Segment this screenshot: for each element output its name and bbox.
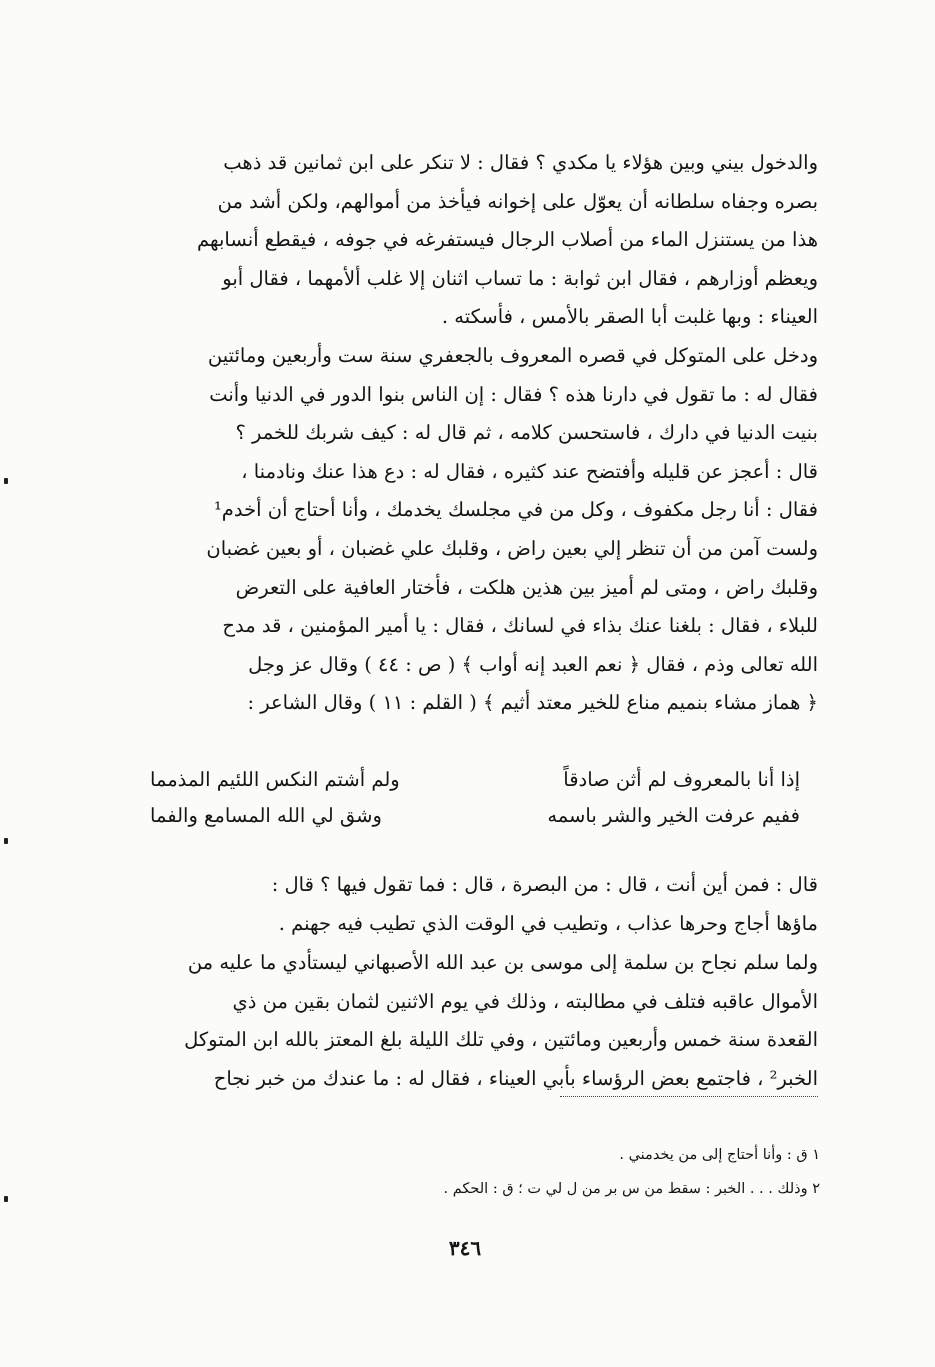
text-line: فقال : أنا رجل مكفوف ، وكل من في مجلسك يخدمك ، وأنا أحتاج أن أخدم¹ [213, 498, 818, 522]
text-line: ودخل على المتوكل في قصره المعروف بالجعفري سنة ست وأربعين ومائتين [207, 344, 818, 367]
text-line: ﴿ هماز مشاء بنميم مناع للخير معتد أثيم ﴾ ( القلم : ١١ ) وقال الشاعر : [247, 691, 818, 715]
scan-mark [4, 478, 8, 484]
verse-line [150, 762, 800, 798]
verse-first-hemistich: ففيم عرفت الخير والشر باسمه [547, 804, 800, 827]
poem-verses [150, 762, 800, 834]
text-line: الخبر² ، فاجتمع بعض الرؤساء بأبي العيناء ، فقال له : ما عندك من خبر نجاح [213, 1066, 818, 1090]
text-line: للبلاء ، فقال : بلغنا عنك بذاء في لسانك ، فقال : يا أمير المؤمنين ، قد مدح [222, 614, 818, 638]
text-line: والدخول بيني وبين هؤلاء يا مكدي ؟ فقال : لا تنكر على ابن ثمانين قد ذهب [223, 151, 818, 174]
text-line: ماؤها أجاج وحرها عذاب ، وتطيب في الوقت الذي تطيب فيه جهنم . [278, 911, 818, 935]
text-line: هذا من يستنزل الماء من أصلاب الرجال فيستفرغه في جوفه ، فيقطع أنسابهم [197, 228, 818, 252]
text-line: ويعظم أوزارهم ، فقال ابن ثوابة : ما تساب اثنان إلا غلب ألأمهما ، فقال أبو [222, 266, 818, 290]
scan-mark [4, 838, 8, 844]
text-line: ولما سلم نجاح بن سلمة إلى موسى بن عبد الله الأصبهاني ليستأدي ما عليه من [187, 951, 818, 974]
text-line: الأموال عاقبه فتلف في مطالبته ، وذلك في يوم الاثنين لثمان بقين من ذي [232, 989, 818, 1013]
text-line: فقال له : ما تقول في دارنا هذه ؟ فقال : إن الناس بنوا الدور في الدنيا وأنت [209, 382, 818, 406]
text-line: بنيت الدنيا في دارك ، فاستحسن كلامه ، ثم قال له : كيف شربك للخمر ؟ [235, 421, 818, 445]
verse-second-hemistich: ولم أشتم النكس اللئيم المذمما [150, 768, 400, 791]
text-line: ولست آمن من أن تنظر إلي بعين راض ، وقلبك علي غضبان ، أو بعين غضبان [206, 536, 818, 560]
text-line: قال : أعجز عن قليله وأفتضح عند كثيره ، فقال له : دع هذا عنك ونادمنا ، [241, 459, 818, 483]
scan-mark [4, 1196, 8, 1202]
text-line: وقلبك راض ، ومتى لم أميز بين هذين هلكت ، فأختار العافية على التعرض [235, 575, 818, 599]
paragraph-3 [118, 866, 818, 943]
text-line: الله تعالى وذم ، فقال ﴿ نعم العبد إنه أواب ﴾ ( ص : ٤٤ ) وقال عز وجل [248, 652, 818, 676]
footnote-1: ١ ق : وأنا أحتاج إلى من يخدمني . [619, 1147, 820, 1163]
footnote-2: ٢ وذلك . . . الخبر : سقط من س بر من ل لي ت ؛ ق : الحكم . [443, 1181, 820, 1197]
text-line: قال : فمن أين أنت ، قال : من البصرة ، قال : فما تقول فيها ؟ قال : [271, 873, 818, 896]
verse-first-hemistich: إذا أنا بالمعروف لم أثن صادقاً [563, 768, 800, 791]
text-line: بصره وجفاه سلطانه أن يعوّل على إخوانه فيأخذ من أموالهم، ولكن أشد من [217, 189, 818, 213]
verse-second-hemistich: وشق لي الله المسامع والفما [150, 804, 382, 827]
page-number: ٣٤٦ [448, 1236, 482, 1260]
text-line: العيناء : وبها غلبت أبا الصقر بالأمس ، فأسكته . [441, 305, 818, 329]
footnote-separator [560, 1096, 818, 1097]
verse-line [150, 798, 800, 834]
text-line: القعدة سنة خمس وأربعين ومائتين ، وفي تلك الليلة بلغ المعتز بالله ابن المتوكل [184, 1028, 818, 1052]
paragraph-1 [118, 144, 818, 337]
paragraph-2 [118, 337, 818, 723]
paragraph-4 [118, 944, 818, 1098]
